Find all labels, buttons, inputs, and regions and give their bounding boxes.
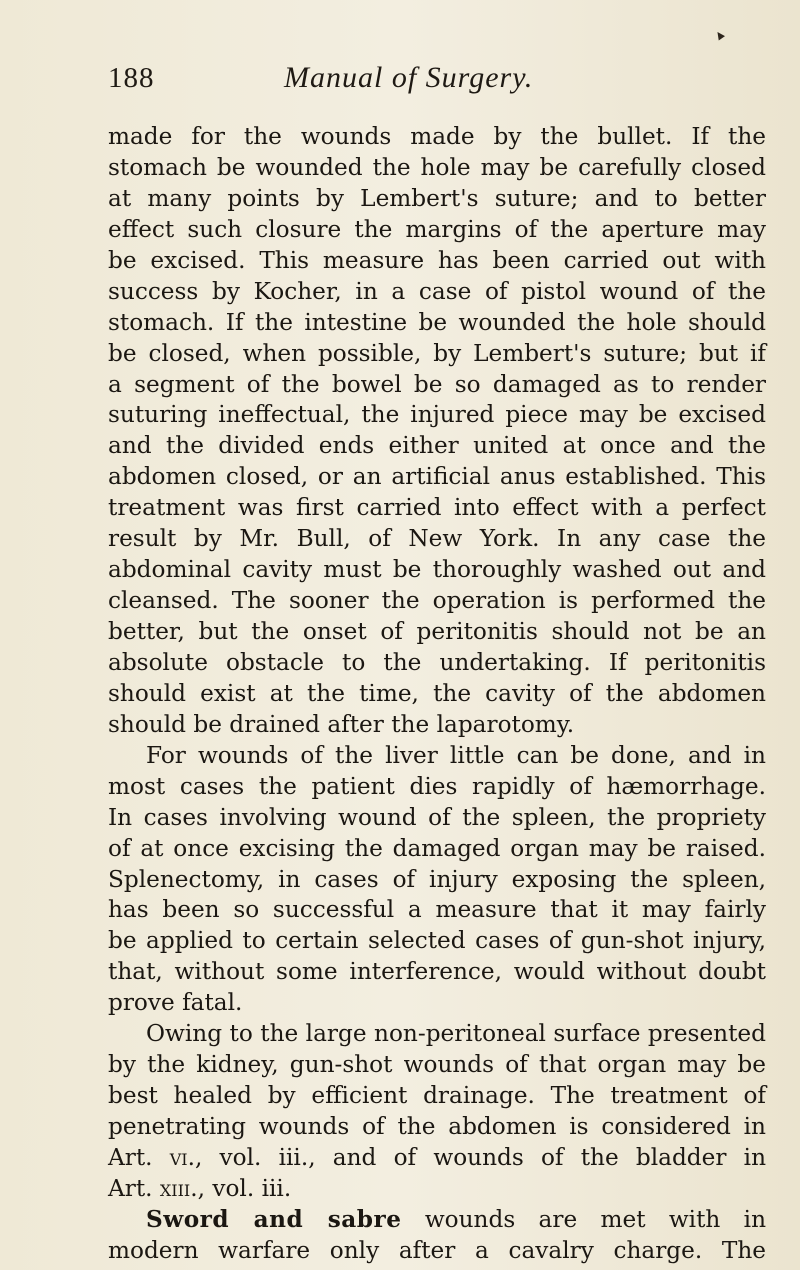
text-line: In cases involving wound of the spleen, the propriety bbox=[108, 803, 766, 831]
text-line: has been so successful a measure that it may fairly bbox=[108, 896, 766, 924]
text-segment: wounds are met with in bbox=[401, 1205, 767, 1233]
text-line: prove fatal. bbox=[108, 989, 243, 1017]
text-line: effect such closure the margins of the aperture may bbox=[108, 215, 766, 243]
text-line: best healed by efficient drainage. The treatment of bbox=[108, 1082, 766, 1110]
body-text bbox=[108, 122, 766, 1267]
text-line: For wounds of the liver little can be done, and in bbox=[146, 741, 766, 769]
text-segment: Art. bbox=[108, 1174, 160, 1202]
text-segment: , vol. iii. bbox=[197, 1174, 292, 1202]
text-line: treatment was first carried into effect with a perfect bbox=[108, 494, 766, 522]
text-line: abdomen closed, or an artificial anus established. This bbox=[108, 463, 766, 491]
text-segment: , vol. iii., and of wounds of the bladder in bbox=[194, 1143, 767, 1171]
text-line: Owing to the large non-peritoneal surface presented bbox=[146, 1020, 766, 1048]
text-line: a segment of the bowel be so damaged as to render bbox=[108, 370, 766, 398]
text-line: modern warfare only after a cavalry charge. The bbox=[108, 1236, 766, 1264]
text-line: stomach be wounded the hole may be carefully closed bbox=[108, 153, 766, 181]
text-line: cleansed. The sooner the operation is performed the bbox=[108, 587, 766, 615]
text-line: suturing ineffectual, the injured piece may be excised bbox=[108, 401, 766, 429]
text-line: absolute obstacle to the undertaking. If peritonitis bbox=[108, 648, 766, 676]
text-line bbox=[108, 1174, 766, 1205]
text-line: be excised. This measure has been carried out with bbox=[108, 246, 766, 274]
article-number: vi. bbox=[169, 1143, 195, 1171]
text-line: should exist at the time, the cavity of the abdomen bbox=[108, 679, 766, 707]
article-number: xiii. bbox=[159, 1174, 198, 1202]
text-line: penetrating wounds of the abdomen is considered in bbox=[108, 1113, 766, 1140]
text-line: better, but the onset of peritonitis should not be an bbox=[108, 618, 766, 645]
text-line bbox=[108, 1143, 766, 1174]
text-line: most cases the patient dies rapidly of hæmorrhage. bbox=[108, 772, 766, 800]
page-number: 188 bbox=[108, 62, 155, 94]
section-heading: Sword and sabre bbox=[146, 1205, 402, 1233]
text-line: success by Kocher, in a case of pistol wound of the bbox=[108, 277, 766, 305]
text-segment: Art. bbox=[108, 1143, 170, 1171]
running-head bbox=[108, 58, 768, 98]
text-line: be closed, when possible, by Lembert's suture; but if bbox=[108, 339, 766, 367]
text-line: and the divided ends either united at once and the bbox=[108, 432, 766, 460]
text-line: made for the wounds made by the bullet. If the bbox=[108, 123, 766, 150]
text-line: stomach. If the intestine be wounded the hole should bbox=[108, 308, 766, 336]
text-line: of at once excising the damaged organ may be raised. bbox=[108, 834, 766, 862]
text-line: that, without some interference, would without doubt bbox=[108, 958, 766, 986]
running-title: Manual of Surgery. bbox=[284, 61, 534, 94]
text-line: should be drained after the laparotomy. bbox=[108, 710, 575, 738]
text-line: Splenectomy, in cases of injury exposing the spleen, bbox=[108, 865, 766, 893]
text-line: result by Mr. Bull, of New York. In any case the bbox=[108, 525, 766, 553]
text-line: abdominal cavity must be thoroughly washed out and bbox=[108, 556, 766, 584]
text-line: by the kidney, gun-shot wounds of that organ may be bbox=[108, 1051, 766, 1079]
text-line: at many points by Lembert's suture; and to better bbox=[108, 184, 766, 212]
text-line bbox=[108, 1205, 766, 1236]
text-line: be applied to certain selected cases of gun-shot injury, bbox=[108, 927, 766, 955]
printer-mark: ▲ bbox=[713, 28, 727, 42]
